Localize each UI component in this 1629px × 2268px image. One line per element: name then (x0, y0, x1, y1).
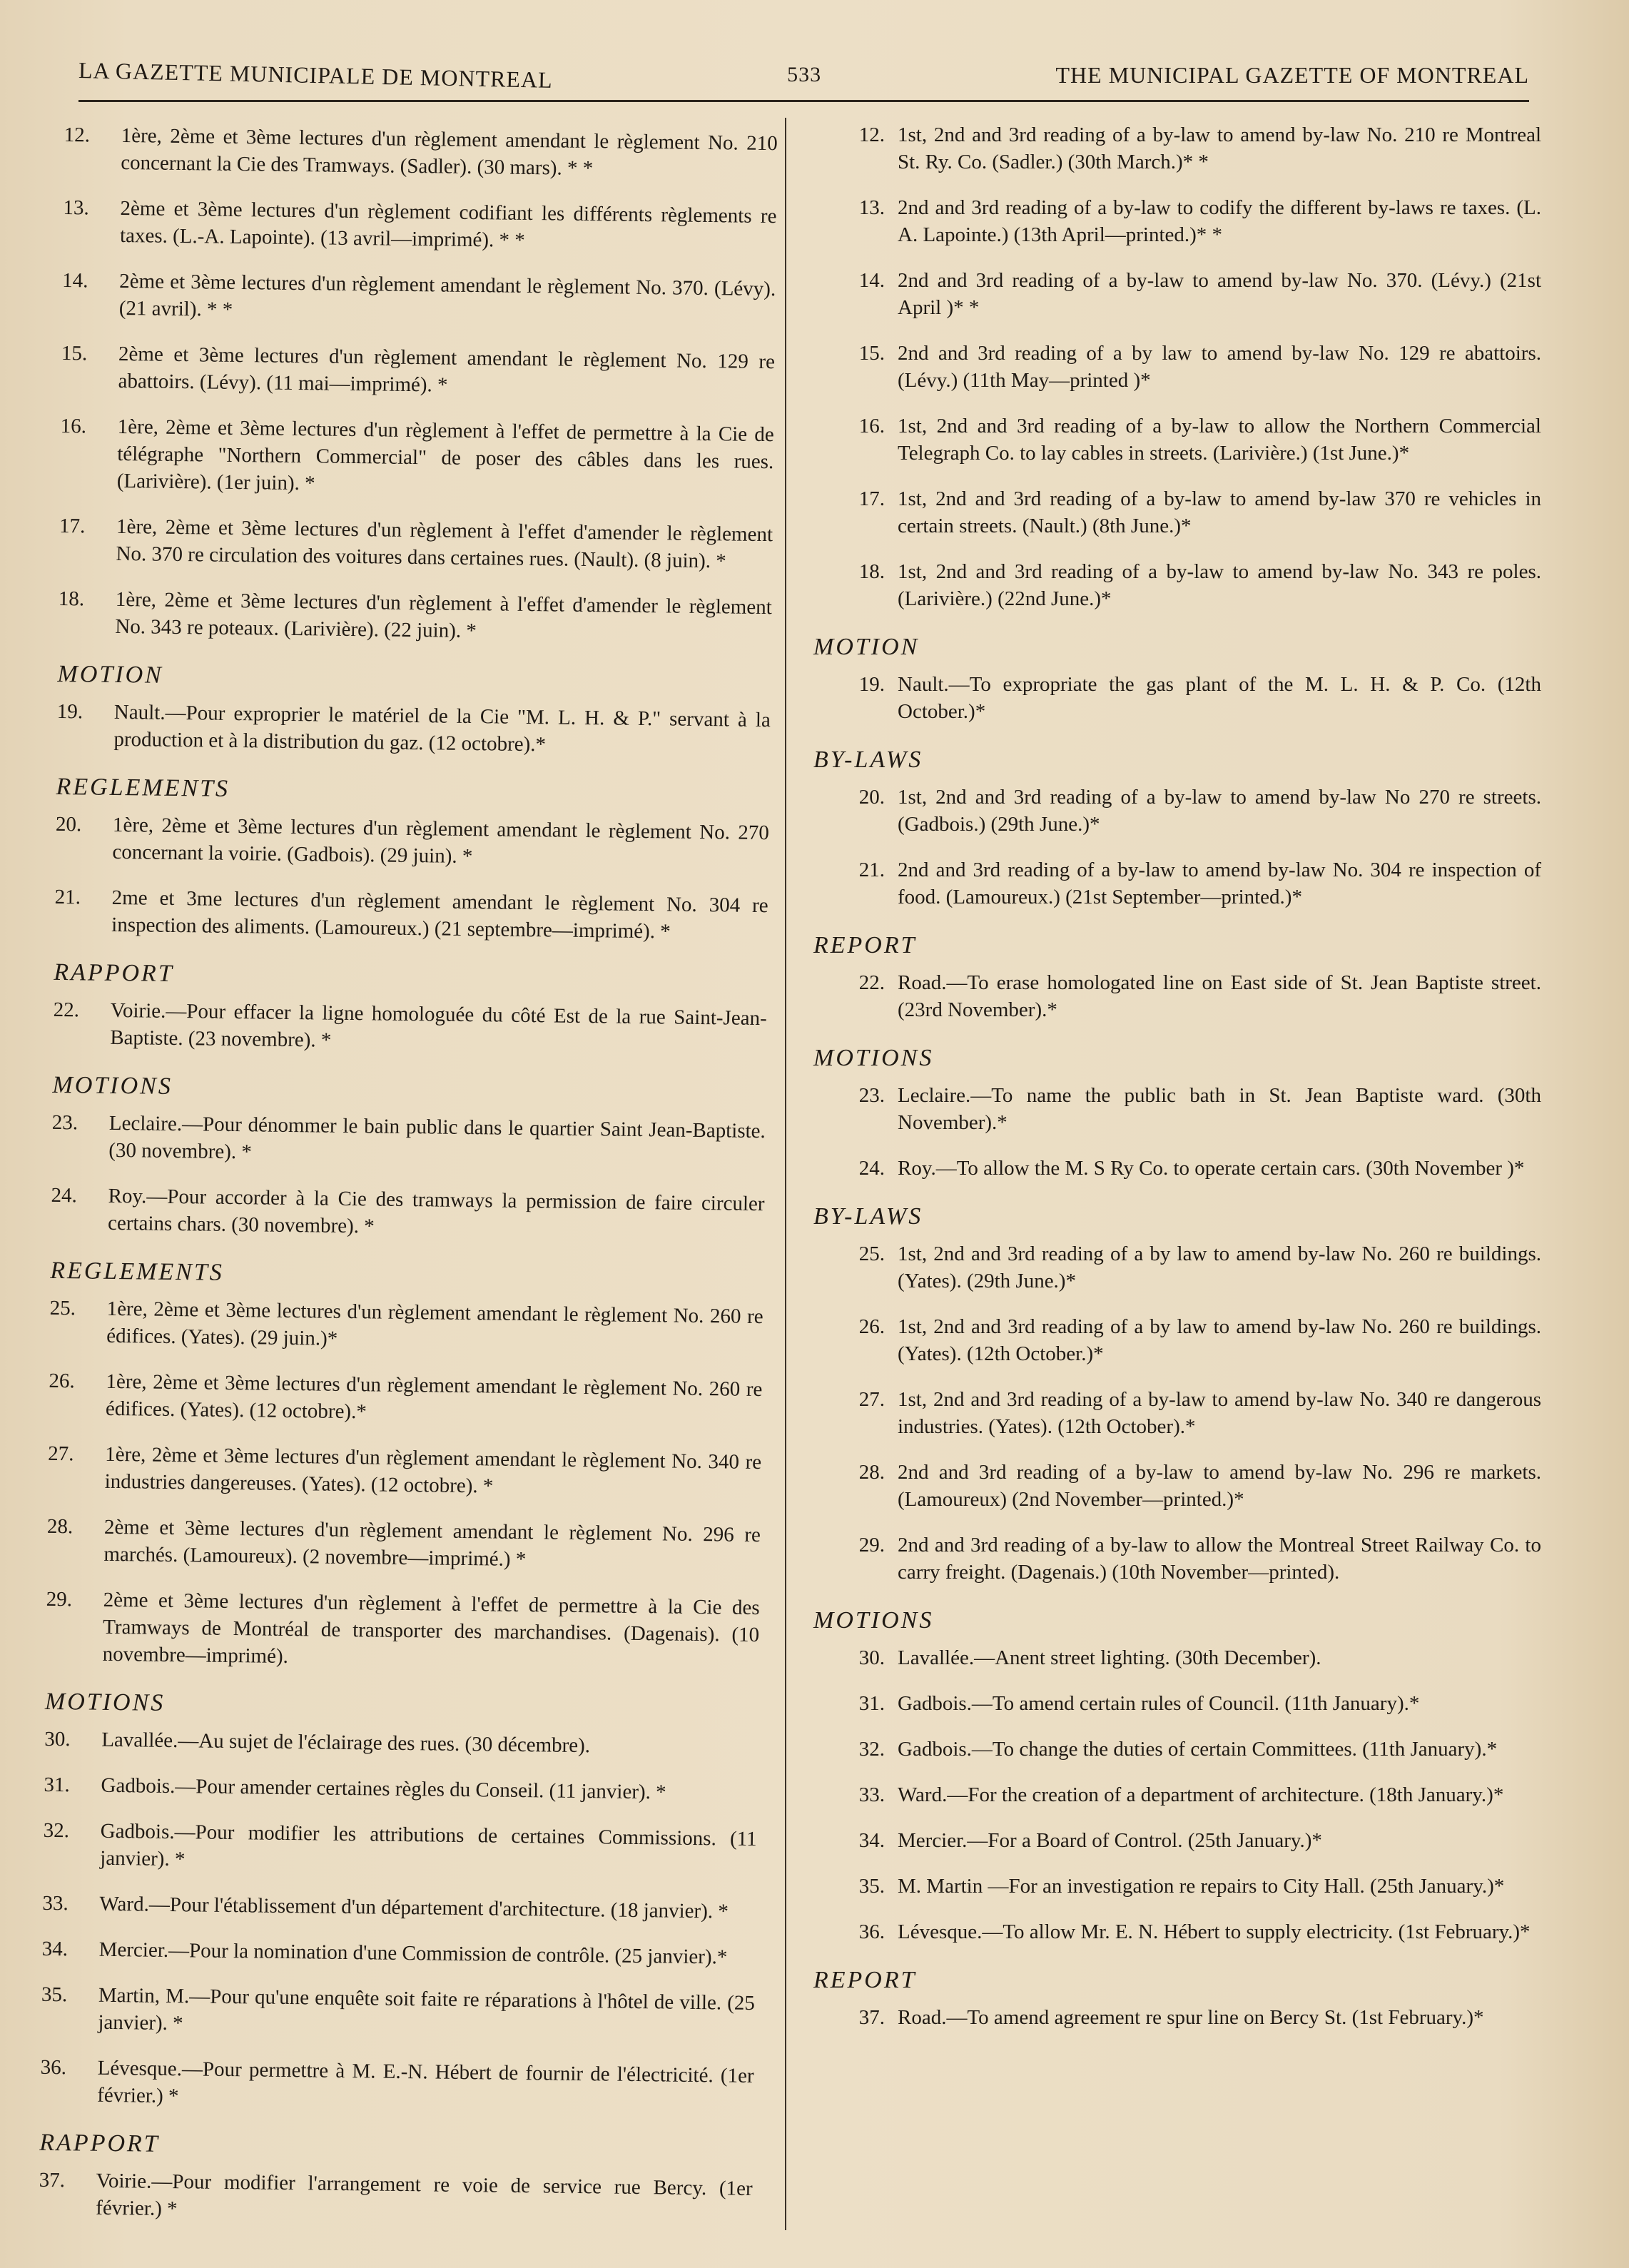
section-heading: REGLEMENTS (50, 1257, 224, 1286)
agenda-item (813, 1644, 1541, 1671)
agenda-item (813, 558, 1541, 612)
item-number: 15. (61, 341, 88, 365)
item-text: Gadbois.—To change the duties of certain Committees. (11th January).* (898, 1738, 1498, 1761)
item-text: 2ème et 3ème lectures d'un règlement amendant le règlement No. 296 re marchés. (Lamoureux). (2 novembre—imprimé.) * (103, 1515, 761, 1571)
agenda-item (51, 1109, 766, 1172)
agenda-item (813, 784, 1541, 838)
item-text: 1ère, 2ème et 3ème lectures d'un règlement amendant le règlement No. 340 re industries dangereuses. (Yates). (12 octobre). * (104, 1442, 762, 1498)
item-text: 2nd and 3rd reading of a by-law to amend by-law No. 296 re markets. (Lamoureux) (2nd November—printed.)* (898, 1461, 1541, 1511)
item-text: Voirie.—Pour effacer la ligne homologuée du côté Est de la rue Saint-Jean-Baptiste. (23 novembre). * (110, 998, 767, 1052)
english-column (813, 121, 1541, 2050)
item-text: 1st, 2nd and 3rd reading of a by law to amend by-law No. 260 re buildings. (Yates). (12th October.)* (898, 1315, 1541, 1365)
item-number: 20. (858, 786, 885, 809)
agenda-item (39, 2167, 753, 2229)
item-text: Lavallée.—Au sujet de l'éclairage des rues. (30 décembre). (101, 1728, 591, 1758)
item-number: 32. (43, 1818, 70, 1843)
item-number: 18. (58, 587, 85, 611)
agenda-item (813, 1781, 1541, 1808)
agenda-item (63, 194, 777, 257)
item-number: 32. (858, 1738, 885, 1761)
item-text: Martin, M.—Pour qu'une enquête soit faite re réparations à l'hôtel de ville. (25 janvier). * (98, 1983, 756, 2035)
item-text: Mercier.—For a Board of Control. (25th January.)* (898, 1829, 1322, 1852)
section-heading: REPORT (813, 932, 917, 958)
item-text: Road.—To amend agreement re spur line on Bercy St. (1st February.)* (898, 2006, 1484, 2029)
item-number: 35. (858, 1875, 885, 1898)
agenda-item (60, 412, 774, 502)
agenda-item (813, 1082, 1541, 1136)
item-number: 16. (60, 414, 87, 438)
item-text: Mercier.—Pour la nomination d'une Commission de contrôle. (25 janvier).* (98, 1938, 728, 1969)
section-heading: MOTIONS (44, 1688, 166, 1716)
item-number: 30. (44, 1727, 71, 1751)
item-text: Leclaire.—Pour dénommer le bain public dans le quartier Saint Jean-Baptiste. (30 novembre). * (108, 1111, 766, 1164)
agenda-item (813, 2004, 1541, 2031)
item-text: 2nd and 3rd reading of a by-law to allow the Montreal Street Railway Co. to carry freight. (Dagenais.) (10th November—printed). (898, 1534, 1541, 1584)
agenda-item (54, 884, 768, 946)
agenda-item (58, 585, 772, 648)
item-text: Gadbois.—Pour amender certaines règles du Conseil. (11 janvier). * (101, 1773, 666, 1804)
item-number: 14. (62, 268, 88, 293)
item-number: 13. (858, 196, 885, 219)
agenda-item (813, 671, 1541, 725)
agenda-item (813, 412, 1541, 467)
item-number: 27. (47, 1442, 74, 1466)
item-number: 20. (55, 812, 82, 836)
agenda-item (813, 1240, 1541, 1295)
section-heading: REGLEMENTS (56, 773, 230, 802)
item-text: Leclaire.—To name the public bath in St. Jean Baptiste ward. (30th November).* (898, 1084, 1541, 1134)
agenda-item (42, 1890, 756, 1925)
item-text: Roy.—To allow the M. S Ry Co. to operate certain cars. (30th November )* (898, 1157, 1525, 1180)
agenda-item (813, 856, 1541, 911)
item-text: 2nd and 3rd reading of a by-law to codify the different by-laws re taxes. (L. A. Lapointe.) (13th April—printed.)* * (898, 196, 1541, 246)
header-right-title: THE MUNICIPAL GAZETTE OF MONTREAL (1055, 61, 1529, 88)
agenda-item (41, 1981, 755, 2044)
item-number: 26. (49, 1369, 75, 1393)
item-number: 28. (46, 1514, 73, 1539)
item-text: 1st, 2nd and 3rd reading of a by-law to amend by-law No 270 re streets. (Gadbois.) (29th June.)* (898, 786, 1541, 836)
section-heading: RAPPORT (54, 958, 174, 987)
item-text: 1ère, 2ème et 3ème lectures d'un règlement amendant le règlement No. 260 re édifices. (Yates). (12 octobre).* (105, 1370, 763, 1424)
item-text: 2ème et 3ème lectures d'un règlement amendant le règlement No. 129 re abattoirs. (Lévy). (11 mai—imprimé). * (118, 342, 776, 397)
item-text: Gadbois.—To amend certain rules of Council. (11th January).* (898, 1692, 1420, 1715)
item-number: 37. (39, 2168, 66, 2192)
agenda-item (813, 1532, 1541, 1586)
item-text: 2nd and 3rd reading of a by-law to amend by-law No. 304 re inspection of food. (Lamoureux.) (21st September—printed.)* (898, 859, 1541, 908)
item-text: 1st, 2nd and 3rd reading of a by-law to allow the Northern Commercial Telegraph Co. to lay cables in streets. (Larivière.) (1st June.)* (898, 415, 1541, 465)
agenda-item (813, 340, 1541, 394)
agenda-item (813, 1873, 1541, 1900)
agenda-item (813, 1736, 1541, 1763)
column-divider (785, 118, 786, 2230)
item-text: 2nd and 3rd reading of a by law to amend by-law No. 129 re abattoirs. (Lévy.) (11th May—printed )* (898, 342, 1541, 392)
item-number: 22. (858, 971, 885, 994)
agenda-item (813, 267, 1541, 321)
item-text: Lévesque.—To allow Mr. E. N. Hébert to supply electricity. (1st February.)* (898, 1920, 1531, 1943)
item-number: 28. (858, 1461, 885, 1484)
item-text: Voirie.—Pour modifier l'arrangement re voie de service rue Bercy. (1er février.) * (96, 2169, 753, 2221)
french-column (39, 121, 778, 2248)
item-text: 2ème et 3ème lectures d'un règlement à l'effet de permettre à la Cie des Tramways de Montréal de transporter des marchandises. (Dagenais). (10 novembre—imprimé). (102, 1588, 760, 1668)
item-text: 2me et 3me lectures d'un règlement amendant le règlement No. 304 re inspection des aliments. (Lamoureux.) (21 septembre—imprimé). * (111, 886, 768, 943)
agenda-item (43, 1817, 757, 1880)
section-heading: MOTIONS (52, 1071, 173, 1100)
item-number: 19. (56, 699, 83, 724)
agenda-item (813, 1690, 1541, 1717)
section-heading: MOTION (57, 660, 164, 689)
item-text: 1st, 2nd and 3rd reading of a by-law to amend by-law No. 340 re dangerous industries. (Yates). (12th October).* (898, 1388, 1541, 1438)
agenda-item (813, 1155, 1541, 1182)
item-number: 36. (40, 2055, 67, 2080)
section-heading: BY-LAWS (813, 1203, 923, 1230)
item-text: Roy.—Pour accorder à la Cie des tramways la permission de faire circuler certains chars. (30 novembre). * (107, 1184, 765, 1238)
section-heading: BY-LAWS (813, 746, 923, 773)
item-number: 19. (858, 673, 885, 696)
agenda-item (46, 1513, 761, 1576)
item-text: 1st, 2nd and 3rd reading of a by-law to amend by-law No. 343 re poles. (Larivière.) (22nd June.)* (898, 560, 1541, 610)
item-number: 15. (858, 342, 885, 365)
item-text: 1st, 2nd and 3rd reading of a by-law to amend by-law 370 re vehicles in certain streets. (Nault.) (8th June.)* (898, 487, 1541, 537)
section-heading: RAPPORT (39, 2129, 160, 2157)
item-text: 1ère, 2ème et 3ème lectures d'un règlement amendant le règlement No. 270 concernant la voirie. (Gadbois). (29 juin). * (112, 813, 770, 869)
header-left-title: LA GAZETTE MUNICIPALE DE MONTREAL (78, 56, 553, 93)
agenda-item (56, 698, 771, 761)
agenda-item (813, 485, 1541, 540)
agenda-item (49, 1367, 763, 1430)
item-text: 2nd and 3rd reading of a by-law to amend by-law No. 370. (Lévy.) (21st April )* * (898, 269, 1541, 319)
agenda-item (47, 1440, 761, 1503)
item-text: Ward.—Pour l'établissement d'un département d'architecture. (18 janvier). * (99, 1892, 729, 1923)
item-text: Gadbois.—Pour modifier les attributions de certaines Commissions. (11 janvier). * (100, 1819, 757, 1871)
item-number: 33. (858, 1783, 885, 1806)
agenda-item (49, 1295, 763, 1357)
item-number: 16. (858, 415, 885, 437)
item-number: 24. (858, 1157, 885, 1180)
item-number: 21. (54, 885, 81, 909)
item-text: 1ère, 2ème et 3ème lectures d'un règlement amendant le règlement No. 210 concernant la Cie des Tramways. (Sadler). (30 mars). * * (121, 123, 778, 181)
agenda-item (813, 1918, 1541, 1945)
agenda-item (64, 121, 778, 184)
agenda-item (813, 1313, 1541, 1367)
agenda-item (55, 811, 769, 874)
section-heading: MOTION (813, 634, 920, 660)
item-text: 1ère, 2ème et 3ème lectures d'un règlement à l'effet de permettre à la Cie de télégraphe "Northern Commercial" de poser des câbles dans les rues. (Larivière). (1er juin). * (116, 415, 774, 495)
item-number: 33. (42, 1891, 68, 1915)
section-heading: MOTIONS (813, 1607, 934, 1634)
item-text: Lévesque.—Pour permettre à M. E.-N. Hébert de fournir de l'électricité. (1er février.) * (97, 2056, 754, 2108)
agenda-item (46, 1586, 760, 1676)
item-number: 26. (858, 1315, 885, 1338)
agenda-item (59, 512, 773, 575)
item-number: 13. (63, 196, 89, 220)
agenda-item (813, 1827, 1541, 1854)
agenda-item (44, 1726, 758, 1761)
item-text: Road.—To erase homologated line on East side of St. Jean Baptiste street. (23rd November).* (898, 971, 1541, 1021)
item-number: 29. (858, 1534, 885, 1556)
item-number: 23. (51, 1110, 78, 1135)
item-number: 37. (858, 2006, 885, 2029)
item-number: 12. (858, 123, 885, 146)
item-text: Ward.—For the creation of a department of architecture. (18th January.)* (898, 1783, 1504, 1806)
agenda-item (44, 1771, 757, 1807)
page-number: 533 (787, 63, 822, 86)
item-text: 1ère, 2ème et 3ème lectures d'un règlement amendant le règlement No. 260 re édifices. (Yates). (29 juin.)* (106, 1297, 763, 1350)
agenda-item (41, 1935, 755, 1971)
section-heading: MOTIONS (813, 1045, 934, 1071)
agenda-item (51, 1182, 765, 1245)
item-number: 34. (858, 1829, 885, 1852)
item-number: 27. (858, 1388, 885, 1411)
item-text: 1st, 2nd and 3rd reading of a by-law to amend by-law No. 210 re Montreal St. Ry. Co. (Sadler.) (30th March.)* * (898, 123, 1541, 173)
item-number: 35. (41, 1983, 68, 2007)
agenda-item (813, 121, 1541, 176)
page-header (78, 50, 1529, 102)
item-text: Nault.—Pour exproprier le matériel de la Cie "M. L. H. & P." servant à la production et à la distribution du gaz. (12 octobre).* (113, 700, 771, 756)
item-number: 24. (51, 1183, 78, 1208)
item-number: 14. (858, 269, 885, 292)
item-number: 36. (858, 1920, 885, 1943)
item-number: 30. (858, 1646, 885, 1669)
agenda-item (62, 267, 776, 330)
item-text: Nault.—To expropriate the gas plant of the M. L. H. & P. Co. (12th October.)* (898, 673, 1541, 723)
item-number: 25. (49, 1296, 76, 1320)
agenda-item (813, 1386, 1541, 1440)
item-text: 2ème et 3ème lectures d'un règlement codifiant les différents règlements re taxes. (L.-A. Lapointe). (13 avril—imprimé). * * (119, 196, 777, 252)
item-number: 31. (858, 1692, 885, 1715)
agenda-item (40, 2054, 754, 2117)
item-text: 2ème et 3ème lectures d'un règlement amendant le règlement No. 370. (Lévy). (21 avril). * * (118, 269, 776, 321)
item-number: 12. (64, 123, 91, 147)
item-text: M. Martin —For an investigation re repairs to City Hall. (25th January.)* (898, 1875, 1505, 1898)
item-text: 1ère, 2ème et 3ème lectures d'un règlement à l'effet d'amender le règlement No. 370 re circulation des voitures dans certaines rues. (Nault). (8 juin). * (116, 515, 773, 573)
item-number: 23. (858, 1084, 885, 1107)
item-number: 31. (44, 1773, 70, 1797)
agenda-item (813, 969, 1541, 1023)
item-text: 1st, 2nd and 3rd reading of a by law to amend by-law No. 260 re buildings. (Yates). (29th June.)* (898, 1242, 1541, 1292)
section-heading: REPORT (813, 1967, 917, 1993)
agenda-item (53, 996, 767, 1059)
item-number: 25. (858, 1242, 885, 1265)
agenda-item (813, 1459, 1541, 1513)
item-number: 18. (858, 560, 885, 583)
item-text: Lavallée.—Anent street lighting. (30th December). (898, 1646, 1321, 1669)
item-number: 29. (46, 1587, 73, 1611)
item-number: 34. (41, 1937, 68, 1961)
item-text: 1ère, 2ème et 3ème lectures d'un règlement à l'effet d'amender le règlement No. 343 re poteaux. (Larivière). (22 juin). * (115, 587, 772, 643)
item-number: 22. (53, 998, 80, 1022)
item-number: 21. (858, 859, 885, 881)
agenda-item (61, 340, 775, 403)
agenda-item (813, 194, 1541, 248)
item-number: 17. (59, 514, 86, 538)
item-number: 17. (858, 487, 885, 510)
